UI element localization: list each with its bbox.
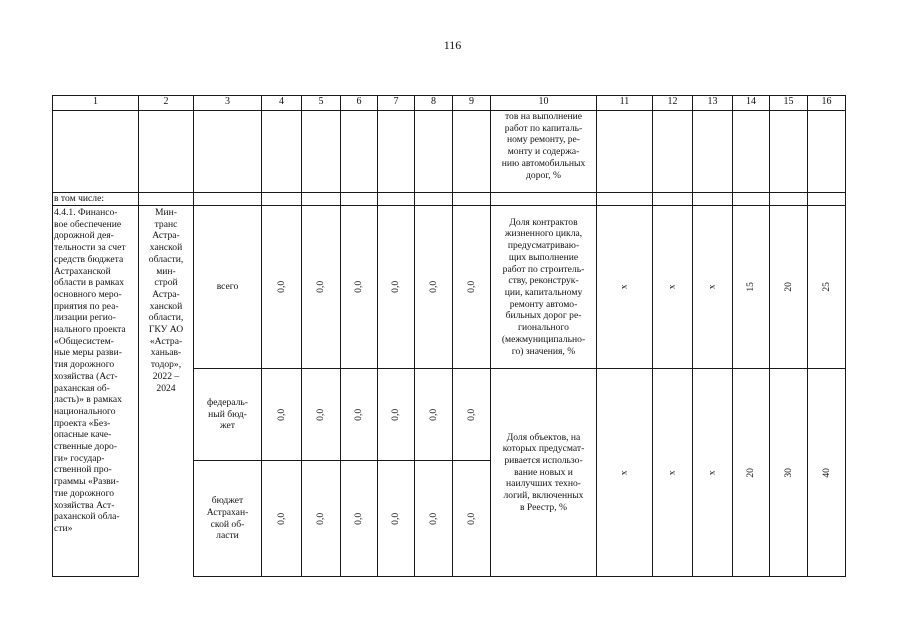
indicator-text: Доля объектов, на которых предусмат- ривается использо- вание новых и наилучших техно- логий, включенных в Реестр, % (491, 369, 597, 577)
value: 0,0 (427, 512, 439, 525)
value: 0,0 (427, 280, 439, 293)
column-number: 16 (808, 96, 846, 111)
value: 0,0 (315, 280, 327, 293)
column-number: 12 (653, 96, 693, 111)
value-cell (415, 369, 453, 461)
indicator-value: 40 (808, 369, 846, 577)
section-row (53, 193, 846, 206)
column-number: 15 (770, 96, 808, 111)
header-row (53, 96, 846, 111)
value: 0,0 (427, 408, 439, 421)
value-cell (415, 461, 453, 577)
value: 0,0 (390, 280, 402, 293)
value: 0,0 (390, 512, 402, 525)
table-row (53, 206, 846, 369)
value-cell (341, 369, 378, 461)
value-cell (302, 461, 341, 577)
funding-source: бюджет Астрахан- ской об- ласти (194, 461, 262, 577)
column-number: 2 (139, 96, 194, 111)
funding-source: всего (194, 206, 262, 369)
column-number: 7 (378, 96, 415, 111)
value: 0,0 (465, 408, 477, 421)
value-cell (378, 461, 415, 577)
value: 0,0 (465, 280, 477, 293)
page-number: 116 (443, 38, 462, 52)
indicator-value: 30 (770, 369, 808, 577)
indicator-value: x (653, 369, 693, 577)
measure-name: 4.4.1. Финансо- вое обеспечение дорожной дея- тельности за счет средств бюджета Астраханской области в рамках основного меро- приятия по реа- лизации регио- нального проекта «Общесистем- ные меры разви- тия дорожного хозяйства (Аст- раханская об- ласть)» в рамках национального проекта «Без- опасные каче- ственные доро- ги» государ- ственной про- граммы «Разви- тие дорожного хозяйства Аст- раханской обла- сти» (53, 206, 139, 577)
data-table (52, 95, 846, 577)
indicator-value: 25 (808, 206, 846, 369)
indicator-value: x (693, 206, 733, 369)
value: 0,0 (353, 280, 365, 293)
value-cell (378, 369, 415, 461)
column-number: 9 (453, 96, 491, 111)
indicator-value: x (597, 369, 653, 577)
value-cell (262, 461, 302, 577)
value-cell (341, 461, 378, 577)
column-number: 10 (491, 96, 597, 111)
column-number: 13 (693, 96, 733, 111)
value: 0,0 (275, 408, 287, 421)
value-cell (262, 369, 302, 461)
continuation-row (53, 111, 846, 193)
value-cell (262, 206, 302, 369)
value: 0,0 (353, 512, 365, 525)
value: 0,0 (275, 512, 287, 525)
value: 0,0 (275, 280, 287, 293)
column-number: 6 (341, 96, 378, 111)
value: 0,0 (390, 408, 402, 421)
column-number: 3 (194, 96, 262, 111)
column-number: 4 (262, 96, 302, 111)
indicator-value: x (653, 206, 693, 369)
value: 0,0 (315, 512, 327, 525)
funding-source: федераль- ный бюд- жет (194, 369, 262, 461)
value: 0,0 (353, 408, 365, 421)
indicator-value: 20 (770, 206, 808, 369)
value-cell (453, 369, 491, 461)
value-cell (341, 206, 378, 369)
value-cell (453, 206, 491, 369)
value: 0,0 (465, 512, 477, 525)
measure-executor: Мин- транс Астра- ханской области, мин- строй Астра- ханской области, ГКУ АО «Астра- ханьав- тодор», 2022 – 2024 (139, 206, 194, 577)
value-cell (302, 206, 341, 369)
column-number: 11 (597, 96, 653, 111)
value-cell (302, 369, 341, 461)
indicator-value: x (693, 369, 733, 577)
value-cell (415, 206, 453, 369)
indicator-value: 20 (733, 369, 770, 577)
column-number: 5 (302, 96, 341, 111)
column-number: 8 (415, 96, 453, 111)
column-number: 1 (53, 96, 139, 111)
indicator-text: Доля контрактов жизненного цикла, предусматриваю- щих выполнение работ по строитель- ству, реконструк- ции, капитальному ремонту автомо- бильных дорог ре- гионального (межмуниципально- го) значения, % (491, 206, 597, 369)
indicator-value: 15 (733, 206, 770, 369)
indicator-value: x (597, 206, 653, 369)
column-number: 14 (733, 96, 770, 111)
value-cell (378, 206, 415, 369)
value-cell (453, 461, 491, 577)
value: 0,0 (315, 408, 327, 421)
continued-indicator-text: тов на выполнение работ по капиталь- ному ремонту, ре- монту и содержа- нию автомобильных дорог, % (491, 111, 597, 193)
section-label: в том числе: (53, 193, 139, 206)
